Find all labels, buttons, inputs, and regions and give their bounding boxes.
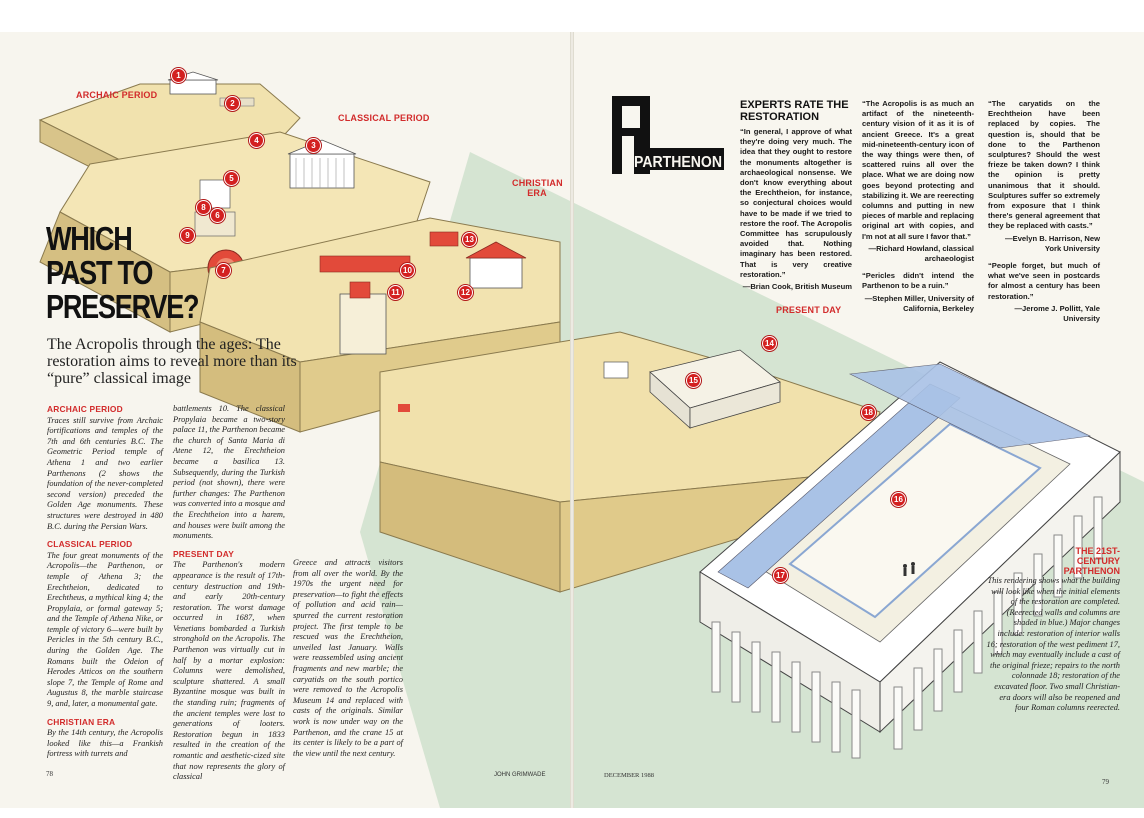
quote-howland-attribution: —Richard Howland, classical archaeologist [868,243,974,264]
marker-14: 14 [762,336,777,351]
headline-line-2: PAST TO [46,254,153,291]
quote-column-3 [988,99,1100,331]
headline-line-3: PRESERVE? [46,288,199,325]
classical-text: The four great monuments of the Acropolis—the Parthenon, or temple of Athena 3; the Erechtheion, dedicated to Erechtheus, a mythical king 4; the Propylaia, or formal gateway 5; and the Temple of Athena Nike, or temple of victory 6—were built by Pericles in the 5th century B.C., during the Golden Age. The Romans built the Odeion of Herodes Atticos on the southern slope 7, the Temple of Rome and Augustus 8, the marble staircase 9, and, later, a monumental gate. [47,550,163,709]
marker-12: 12 [458,285,473,300]
present-text: The Parthenon's modern appearance is the result of 17th-century destruction and 19th- and early 20th-century restoration. The worst damage occurred in 1687, when Venetians bombarded a Turkish stronghold on the Acropolis. The Parthenon was virtually cut in half by a mortar explosion: Columns were demolished, sculpture shattered. A small Byzantine mosque was built in the standing ruin; fragments of the ancient temples were lost to generations of looters. Restoration begun in 1833 resulted in the creation of the romantic and aesthetic-cized site that now represents the glory of classical [173,560,285,782]
marker-2: 2 [225,96,240,111]
article-column-1 [47,404,163,767]
marker-10: 10 [400,263,415,278]
folio-right: 79 [1102,778,1109,786]
quote-pollitt-attribution: —Jerome J. Pollitt, Yale University [1014,303,1100,324]
quote-column-1 [740,127,852,299]
present-heading: PRESENT DAY [173,548,234,559]
classical-heading: CLASSICAL PERIOD [47,539,133,550]
marker-16: 16 [891,492,906,507]
quote-miller-attribution: —Stephen Miller, University of California, Berkeley [864,293,974,313]
marker-13: 13 [462,232,477,247]
label-present-day: PRESENT DAY [776,305,842,315]
folio-left: 78 [46,770,53,778]
christian-text: By the 14th century, the Acropolis looked like this—a Frankish fortress with turrets and [47,728,163,759]
marker-15: 15 [686,373,701,388]
marker-18: 18 [861,405,876,420]
quote-harrison: “The caryatids on the Erechtheion have been replaced by copies. The question is, should that be done to the Parthenon sculptures? Should the west frieze be taken down? I think the opinion is pretty unanimous that it should. Sculptures suffer so extremely from exposure that I think there's general agreement that they be replaced with casts.” [988,99,1100,231]
column-2-text: battlements 10. The classical Propylaia became a two-story palace 11, the Parthenon became the church of Santa Maria di Atene 12, the Erechtheion became a basilica 13. Subsequently, during the Turkish period (not shown), there were further changes: The Parthenon was converted into a mosque and the Erechtheion into a harem, and houses were built among the monuments. [173,404,285,541]
quote-howland: “The Acropolis is as much an artifact of the nineteenth-century vision of it as it is of ancient Greece. It's a great mid-nineteenth-century icon of the way things were then, of scattered ruins all over the place. What we are doing now goes beyond protecting and stabilizing it. We are reerecting columns and putting in new pieces of marble and replacing original art with copies, and I'm not at all sure I favor that.” [862,99,974,241]
quote-pollitt: “People forget, but much of what we've seen in postcards for almost a century has been restoration.” [988,261,1100,301]
marker-8: 8 [196,200,211,215]
christian-heading: CHRISTIAN ERA [47,716,116,727]
marker-6: 6 [210,208,225,223]
issue-date: DECEMBER 1988 [604,772,655,779]
marker-9: 9 [180,228,195,243]
future-caption [924,546,1120,713]
parthenon-logo [612,96,724,174]
archaic-text: Traces still survive from Archaic fortifications and temples of the 7th and 6th centuries B.C. The Geometric Period temple of Athena 1 and two earlier Parthenons (2 shows the foundation of the never-completed second version) preceded the Golden Age monuments. These structures were destroyed in 480 B.C. during the Persian Wars. [47,415,163,531]
marker-7: 7 [216,263,231,278]
column-3-text: Greece and attracts visitors from all over the world. By the 1970s the urgent need for preservation—to fight the effects of pollution and acid rain—spurred the current restoration project. The first temple to be rescued was the Erechtheion, unveiled last January. Walls were reassembled using ancient fragments and new marble; the caryatids on the south portico were removed to the Acropolis Museum 14 and replaced with casts of the originals. Similar work is now under way on the Parthenon, and the crane 15 at its center is likely to be a part of the view until the next century. [293,558,403,758]
label-archaic-period: ARCHAIC PERIOD [76,90,158,100]
marker-1: 1 [171,68,186,83]
page-gutter [570,32,574,808]
future-caption-title: THE 21ST-CENTURY PARTHENON [1063,546,1120,576]
quote-cook: “In general, I approve of what they're doing very much. The idea that they ought to restore the monuments altogether is archaeological nonsense. We don't know everything about the Erechtheion, for instance, so conjectural choices would have to be made if we tried to restore the roof. The Acropolis Committee has scrupulously avoided that. Nothing imaginary has been restored. That is very creative restoration.” [740,127,852,279]
subhead: The Acropolis through the ages: The restoration aims to reveal more than its “pure” classical image [47,336,297,387]
article-column-3 [293,558,403,766]
quote-cook-attribution: —Brian Cook, British Museum [742,282,852,292]
future-caption-body: This rendering shows what the building will look like when the initial elements of the restoration are completed. (Reerected walls and columns are shaded in blue.) Major changes include: restoration of interior walls 16; restoration of the west pediment 17, which may eventually include a cast of the original frieze; repairs to the north colonnade 18; restoration of the excavated floor. Two small Christian-era doors will also be reopened and four Roman columns reerected. [986,576,1120,713]
marker-4: 4 [249,133,264,148]
headline [46,222,198,324]
credit: JOHN GRIMWADE [494,772,546,778]
label-classical-period: CLASSICAL PERIOD [338,113,430,123]
marker-17: 17 [773,568,788,583]
headline-line-1: WHICH [46,220,132,257]
experts-title: EXPERTS RATE THE RESTORATION [740,99,849,123]
quote-column-2 [862,99,974,321]
quote-miller: “Pericles didn't intend the Parthenon to be a ruin.” [862,271,974,291]
label-christian-era: CHRISTIAN ERA [512,178,563,198]
archaic-heading: ARCHAIC PERIOD [47,404,123,414]
quote-harrison-attribution: —Evelyn B. Harrison, New York University [1005,233,1100,253]
marker-11: 11 [388,285,403,300]
article-column-2 [173,404,285,790]
parthenon-logo-text: PARTHENON [634,154,722,171]
marker-3: 3 [306,138,321,153]
marker-5: 5 [224,171,239,186]
